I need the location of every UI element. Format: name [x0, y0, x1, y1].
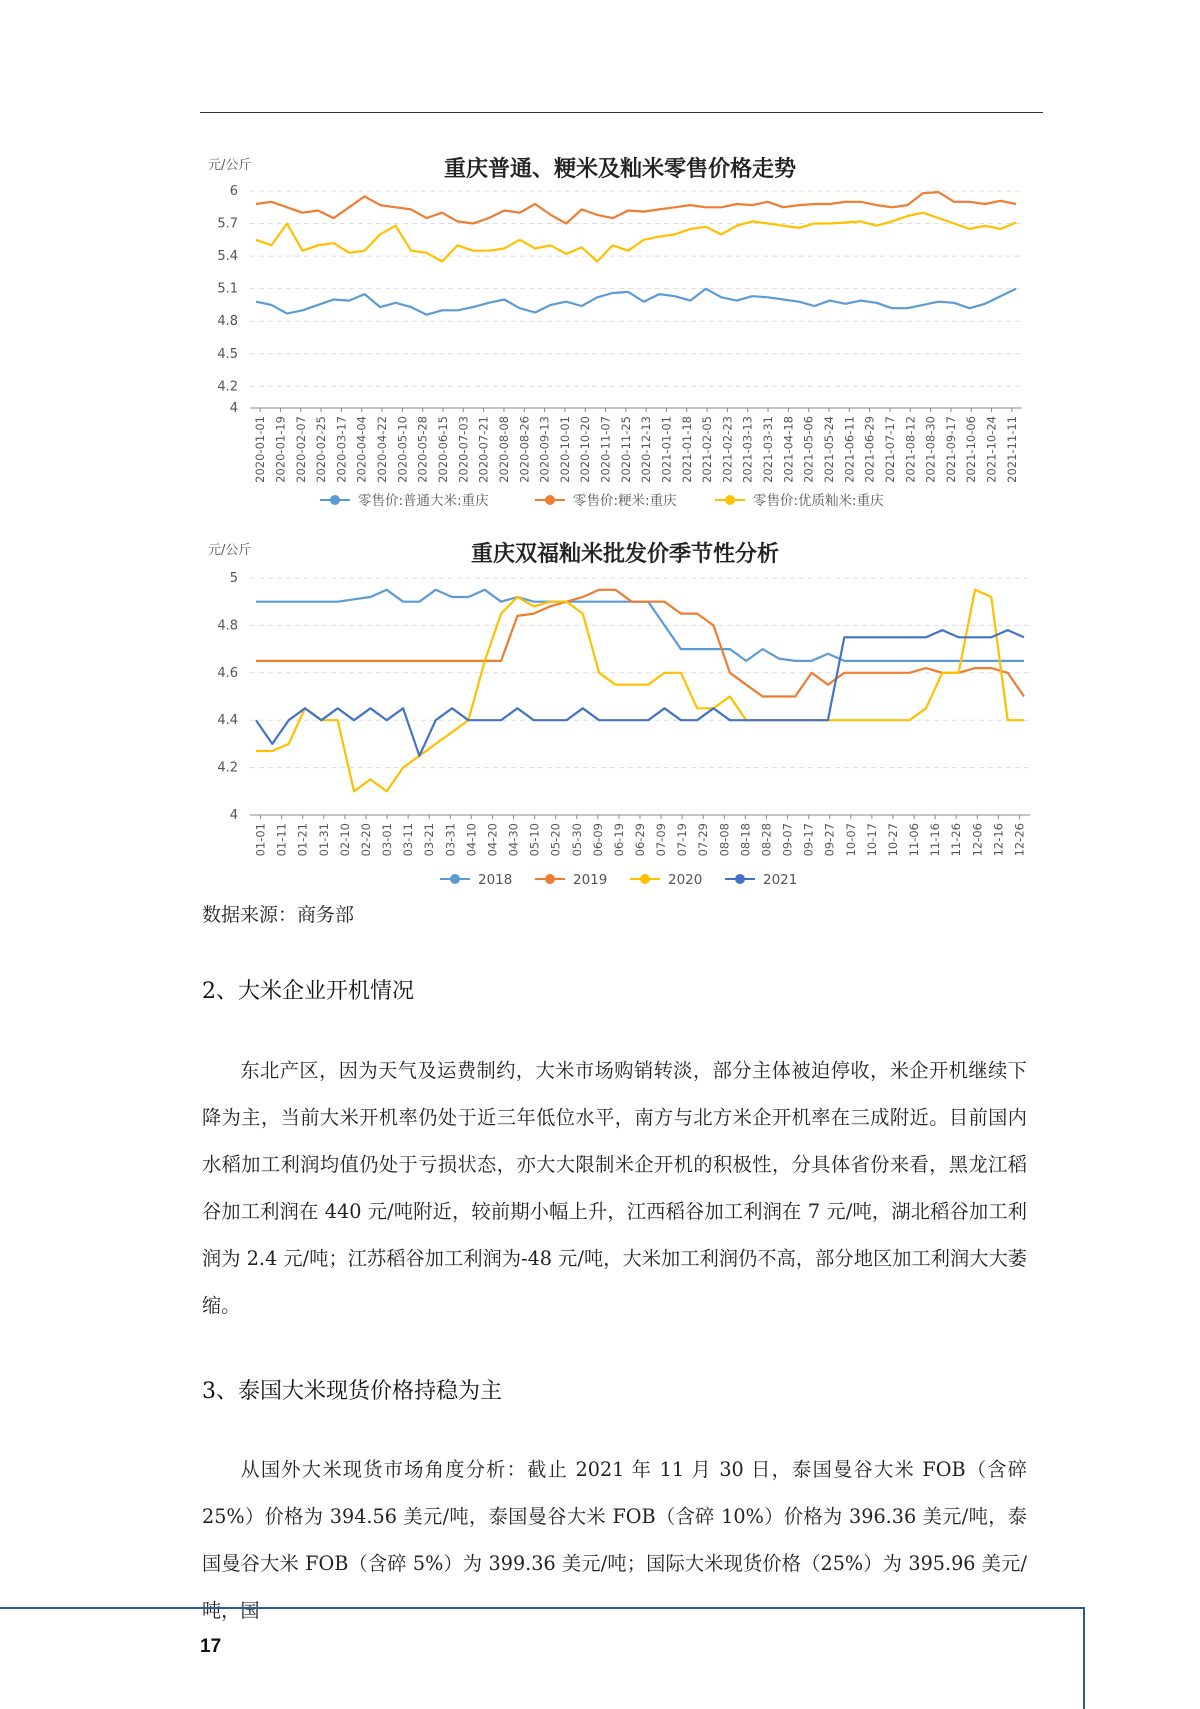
chart2-x-tick-label: 08-08 [717, 823, 732, 857]
chart2-x-tick-label: 04-30 [506, 823, 521, 857]
chart1-legend-label: 零售价:普通大米:重庆 [358, 493, 489, 509]
chart1-x-tick-label: 2021-07-17 [882, 416, 897, 483]
chart2-x-tick-label: 03-21 [422, 823, 437, 857]
chart2-x-tick-label: 08-18 [738, 823, 753, 857]
chart1-x-tick-label: 2021-10-24 [984, 416, 999, 483]
chart1-x-tick-label: 2020-07-21 [476, 416, 491, 483]
chart2-x-tick-label: 09-07 [780, 823, 795, 857]
chart2-unit-label: 元/公斤 [208, 543, 252, 558]
chart1-x-tick-label: 2021-01-01 [659, 416, 674, 483]
chart1-x-tick-label: 2020-01-19 [273, 416, 288, 483]
chart2-legend-label: 2020 [668, 872, 703, 888]
chart2-y-tick-label: 4 [229, 808, 238, 823]
chart2-x-tick-label: 11-26 [949, 823, 964, 857]
chart1-x-tick-label: 2020-04-04 [354, 416, 369, 483]
chart2-legend-marker [450, 874, 460, 884]
chart2-legend-label: 2021 [763, 872, 798, 888]
chart2-x-tick-label: 10-07 [843, 823, 858, 857]
chart2-x-tick-label: 08-28 [759, 823, 774, 857]
chart2-x-tick-label: 04-20 [485, 823, 500, 857]
chart1-y-tick-label: 4.8 [217, 314, 238, 330]
chart2-legend-label: 2019 [573, 872, 608, 888]
chart2-legend-marker [640, 874, 650, 884]
chart2-x-tick-label: 01-01 [253, 823, 268, 857]
chart1-y-tick-label: 5.7 [217, 216, 238, 232]
chart1-x-tick-label: 2021-09-17 [943, 416, 958, 483]
source-note: 数据来源：商务部 [202, 904, 355, 926]
chart2-x-tick-label: 05-30 [569, 823, 584, 857]
chart1-x-tick-label: 2020-08-08 [496, 416, 511, 483]
chart2-x-tick-label: 07-29 [696, 823, 711, 857]
chart2-x-tick-label: 01-11 [274, 823, 289, 857]
chart1-x-tick-label: 2020-02-25 [314, 416, 329, 483]
chart1-y-tick-label: 6 [229, 184, 238, 199]
chart1-legend-label: 零售价:优质籼米:重庆 [753, 493, 884, 509]
chart1-legend-marker [545, 495, 555, 505]
chart1-x-tick-label: 2021-03-31 [761, 416, 776, 483]
retail-price-chart-svg [200, 145, 1040, 515]
section-2-heading: 2、大米企业开机情况 [202, 979, 414, 1004]
chart1-legend-marker [330, 495, 340, 505]
section-3-paragraph: 从国外大米现货市场角度分析：截止 2021 年 11 月 30 日，泰国曼谷大米 FOB（含碎 25%）价格为 394.56 美元/吨，泰国曼谷大米 FOB（含碎 10%）价格为 396.36 美元/吨，泰国曼谷大米 FOB（含碎 5%）为 399.36 美元/吨；国际大米现货价格（25%）为 395.96 美元/吨，国 [202, 1458, 1027, 1622]
wholesale-seasonal-chart-svg [200, 530, 1040, 895]
chart1-x-tick-label: 2020-07-03 [456, 416, 471, 483]
chart2-x-tick-label: 11-06 [907, 823, 922, 857]
chart1-x-tick-label: 2021-02-05 [700, 416, 715, 483]
chart2-y-tick-label: 4.6 [217, 665, 238, 681]
chart2-x-tick-label: 03-31 [443, 823, 458, 857]
chart2-x-tick-label: 07-09 [654, 823, 669, 857]
chart1-x-tick-label: 2020-03-17 [334, 416, 349, 483]
chart1-y-tick-label: 4.2 [217, 379, 238, 395]
header-rule [200, 112, 1043, 113]
chart2-x-tick-label: 12-06 [970, 823, 985, 857]
chart1-x-tick-label: 2020-12-13 [639, 416, 654, 483]
chart2-title: 重庆双福籼米批发价季节性分析 [470, 542, 780, 567]
retail-price-chart [200, 145, 1040, 515]
chart2-x-tick-label: 03-01 [380, 823, 395, 857]
chart1-x-tick-label: 2020-10-01 [557, 416, 572, 483]
chart2-x-tick-label: 05-20 [548, 823, 563, 857]
chart1-series-line-3 [256, 213, 1016, 262]
chart2-series-line-3 [256, 590, 1024, 792]
chart1-x-tick-label: 2021-06-11 [842, 416, 857, 483]
chart1-x-tick-label: 2021-02-23 [720, 416, 735, 483]
chart1-x-tick-label: 2020-11-25 [618, 416, 633, 483]
chart1-legend-marker [725, 495, 735, 505]
chart1-x-tick-label: 2021-10-06 [964, 416, 979, 483]
chart2-legend-label: 2018 [478, 872, 513, 888]
page-number: 17 [200, 1636, 222, 1657]
chart1-x-tick-label: 2021-03-13 [740, 416, 755, 483]
chart1-y-tick-label: 5.1 [217, 281, 238, 297]
section-3-heading: 3、泰国大米现货价格持稳为主 [202, 1379, 502, 1404]
chart2-x-tick-label: 05-10 [527, 823, 542, 857]
chart1-legend-label: 零售价:粳米:重庆 [573, 493, 677, 509]
chart1-x-tick-label: 2021-04-18 [781, 416, 796, 483]
section-2-paragraph: 东北产区，因为天气及运费制约，大米市场购销转淡，部分主体被迫停收，米企开机继续下降为主，当前大米开机率仍处于近三年低位水平，南方与北方米企开机率在三成附近。目前国内水稻加工利润均值仍处于亏损状态，亦大大限制米企开机的积极性，分具体省份来看，黑龙江稻谷加工利润在 440 元/吨附近，较前期小幅上升，江西稻谷加工利润在 7 元/吨，湖北稻谷加工利润为 2.4 元/吨；江苏稻谷加工利润为-48 元/吨，大米加工利润仍不高，部分地区加工利润大大萎缩。 [202, 1059, 1027, 1317]
chart2-x-tick-label: 09-17 [801, 823, 816, 857]
chart1-y-tick-label: 5.4 [217, 249, 238, 265]
chart2-legend-marker [735, 874, 745, 884]
chart2-y-tick-label: 5 [229, 571, 238, 586]
chart1-x-tick-label: 2020-02-07 [293, 416, 308, 483]
chart1-y-tick-label: 4 [229, 401, 238, 416]
chart2-x-tick-label: 09-27 [822, 823, 837, 857]
chart1-x-tick-label: 2021-08-12 [903, 416, 918, 483]
chart2-x-tick-label: 04-10 [464, 823, 479, 857]
chart1-title: 重庆普通、粳米及籼米零售价格走势 [443, 157, 797, 182]
chart2-x-tick-label: 07-19 [675, 823, 690, 857]
chart2-x-tick-label: 10-17 [864, 823, 879, 857]
chart1-x-tick-label: 2020-01-01 [253, 416, 268, 483]
chart2-series-line-2 [256, 590, 1024, 697]
footer-frame [0, 1607, 1085, 1709]
chart2-x-tick-label: 11-16 [928, 823, 943, 857]
chart1-x-tick-label: 2021-05-06 [801, 416, 816, 483]
chart1-x-tick-label: 2020-11-07 [598, 416, 613, 483]
chart2-x-tick-label: 06-09 [590, 823, 605, 857]
chart1-x-tick-label: 2020-05-10 [395, 416, 410, 483]
chart2-x-tick-label: 10-27 [885, 823, 900, 857]
chart1-x-tick-label: 2020-10-20 [578, 416, 593, 483]
chart1-x-tick-label: 2020-06-15 [436, 416, 450, 483]
chart2-x-tick-label: 02-10 [337, 823, 352, 857]
chart2-x-tick-label: 01-31 [316, 823, 331, 857]
chart2-y-tick-label: 4.4 [217, 713, 238, 729]
chart1-x-tick-label: 2020-04-22 [375, 416, 390, 483]
chart2-x-tick-label: 02-20 [358, 823, 373, 857]
chart1-series-line-1 [256, 289, 1016, 315]
chart2-x-tick-label: 03-11 [401, 823, 416, 857]
chart1-x-tick-label: 2021-06-29 [862, 416, 877, 483]
chart2-y-tick-label: 4.8 [217, 618, 238, 634]
chart2-x-tick-label: 01-21 [295, 823, 310, 857]
chart2-series-line-4 [256, 630, 1024, 756]
chart1-unit-label: 元/公斤 [208, 158, 252, 173]
chart1-x-tick-label: 2020-09-13 [537, 416, 552, 483]
chart1-x-tick-label: 2021-01-18 [679, 416, 694, 483]
chart2-x-tick-label: 06-19 [611, 823, 626, 857]
chart1-x-tick-label: 2021-08-30 [923, 416, 938, 483]
chart1-y-tick-label: 4.5 [217, 346, 238, 362]
chart2-x-tick-label: 12-26 [1012, 823, 1027, 857]
chart1-x-tick-label: 2020-08-26 [517, 416, 532, 483]
chart2-legend-marker [545, 874, 555, 884]
chart1-x-tick-label: 2021-11-11 [1004, 416, 1019, 483]
chart2-y-tick-label: 4.2 [217, 760, 238, 776]
chart1-x-tick-label: 2021-05-24 [822, 416, 836, 483]
chart2-x-tick-label: 12-16 [991, 823, 1006, 857]
chart2-x-tick-label: 06-29 [633, 823, 647, 857]
wholesale-seasonal-chart [200, 530, 1040, 895]
chart1-x-tick-label: 2020-05-28 [415, 416, 430, 483]
